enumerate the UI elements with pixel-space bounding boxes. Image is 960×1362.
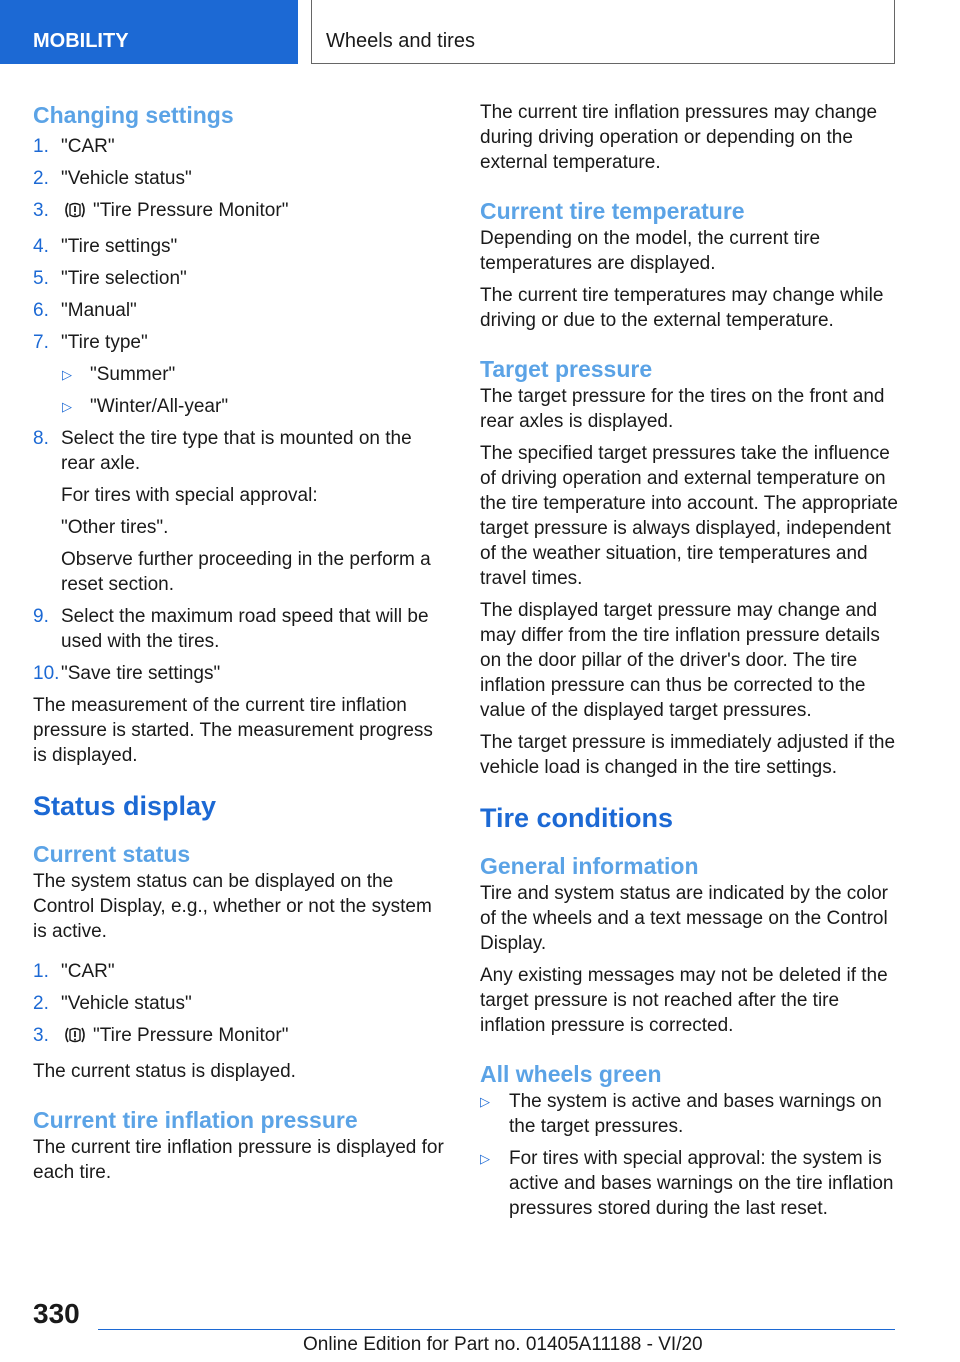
status-display-heading: Status display (33, 791, 217, 821)
section-tab: MOBILITY (0, 0, 298, 64)
list-item: 6. "Manual" (33, 300, 137, 321)
measurement-note: The measurement of the current tire inflation pressure is started. The measurement progress is displayed. (33, 695, 433, 766)
tire-conditions-heading: Tire conditions (480, 803, 674, 833)
general-text-1: Tire and system status are indicated by the color of the wheels and a text message on the Control Display. (480, 883, 888, 954)
changing-settings-heading: Changing settings (33, 102, 234, 128)
list-item: 1. "CAR" (33, 961, 115, 982)
triangle-bullet-icon: ▷ (62, 399, 72, 414)
list-item: ▷ "Winter/All-year" (62, 396, 229, 417)
inflation-pressure-text: The current tire inflation pressure is displayed for each tire. (33, 1137, 444, 1183)
general-information-heading: General information (480, 853, 699, 879)
edition-note: Online Edition for Part no. 01405A11188 - VI/20 (303, 1334, 703, 1355)
list-item: ▷ "Summer" (62, 364, 176, 385)
list-item: 2. "Vehicle status" (33, 993, 192, 1014)
target-text-1: The target pressure for the tires on the front and rear axles is displayed. (480, 386, 885, 432)
triangle-bullet-icon: ▷ (480, 1094, 490, 1109)
tire-pressure-icon (63, 200, 87, 227)
list-item: 1. "CAR" (33, 136, 115, 157)
right-column (480, 100, 898, 1228)
list-item: 2. "Vehicle status" (33, 168, 192, 189)
inflation-pressure-heading: Current tire inflation pressure (33, 1107, 358, 1133)
triangle-bullet-icon: ▷ (62, 367, 72, 382)
list-item: 5. "Tire selection" (33, 268, 187, 289)
current-status-text: The system status can be displayed on the Control Display, e.g., whether or not the system is active. (33, 871, 432, 942)
target-text-4: The target pressure is immediately adjusted if the vehicle load is changed in the tire settings. (480, 732, 896, 778)
current-status-heading: Current status (33, 841, 191, 867)
temperature-text-2: The current tire temperatures may change while driving or due to the external temperature. (480, 285, 884, 331)
list-item: 9. Select the maximum road speed that will be used with the tires. (33, 606, 429, 652)
list-item: 10. "Save tire settings" (33, 663, 221, 684)
topic-tab: Wheels and tires (311, 0, 895, 64)
left-column (33, 100, 448, 1192)
tire-temperature-heading: Current tire temperature (480, 198, 745, 224)
target-text-2: The specified target pressures take the influence of driving operation and external temperature on the tire temperature into account. The appropriate target pressure is always displayed, independent of the weather situation, tire temperatures and travel times. (480, 443, 898, 589)
target-text-3: The displayed target pressure may change and may differ from the tire inflation pressure details on the door pillar of the driver's door. The tire inflation pressure can thus be corrected to the value of the displayed target pressures. (480, 600, 880, 721)
list-item: 8. Select the tire type that is mounted on the rear axle. For tires with special approval: "Other tires". Observe further proceeding in the perform a reset section. (33, 428, 431, 595)
temperature-text-1: Depending on the model, the current tire temperatures are displayed. (480, 228, 821, 274)
all-wheels-green-heading: All wheels green (480, 1061, 662, 1087)
triangle-bullet-icon: ▷ (480, 1151, 490, 1166)
target-pressure-heading: Target pressure (480, 356, 653, 382)
list-item: 7. "Tire type" (33, 332, 148, 353)
intro-text: The current tire inflation pressures may change during driving operation or depending on the external temperature. (480, 102, 878, 173)
tire-pressure-icon (63, 1025, 87, 1052)
general-text-2: Any existing messages may not be deleted if the target pressure is not reached after the tire inflation pressure is corrected. (480, 965, 888, 1036)
list-item: ▷ For tires with special approval: the system is active and bases warnings on the tire inflation pressures stored during the last reset. (480, 1148, 894, 1219)
page-number: 330 (33, 1298, 80, 1329)
list-item: 4. "Tire settings" (33, 236, 178, 257)
list-item: 3. "Tire Pressure Monitor" (33, 198, 448, 227)
footer-divider (98, 1329, 895, 1330)
list-item: ▷ The system is active and bases warnings on the target pressures. (480, 1091, 882, 1137)
green-items-list (480, 1089, 898, 1221)
status-after-text: The current status is displayed. (33, 1061, 296, 1082)
status-steps (33, 959, 448, 1052)
changing-settings-steps (33, 134, 448, 686)
list-item: 3. "Tire Pressure Monitor" (33, 1023, 448, 1052)
